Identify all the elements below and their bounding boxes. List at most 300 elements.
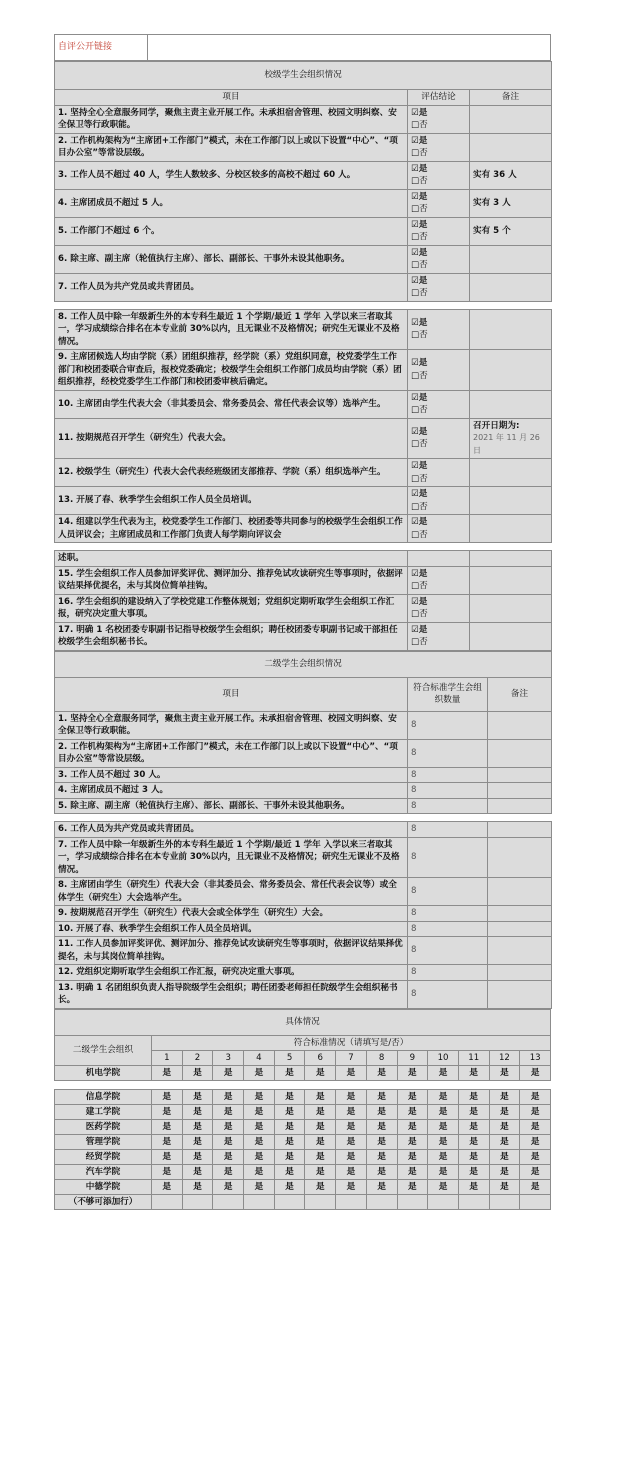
result-checkbox-group[interactable] <box>408 551 470 567</box>
school-row-text: 11. 按期规范召开学生（研究生）代表大会。 <box>55 418 408 459</box>
fit-cell[interactable]: 是 <box>152 1119 183 1134</box>
yes-checkbox[interactable]: ☑是 <box>411 596 428 607</box>
college-row-text: 6. 工作人员为共产党员或共青团员。 <box>55 822 408 838</box>
fit-cell[interactable]: 是 <box>182 1134 213 1149</box>
school-row <box>55 459 552 487</box>
school-row-text: 12. 校级学生（研究生）代表大会代表经班级团支部推荐、学院（系）组织选举产生。 <box>55 459 408 487</box>
college-row <box>55 711 552 739</box>
fit-cell[interactable]: 是 <box>152 1164 183 1179</box>
college-row-note <box>488 921 552 937</box>
college-row-count: 8 <box>408 783 488 799</box>
fit-cell[interactable]: 是 <box>305 1149 336 1164</box>
col-item: 项目 <box>55 90 408 106</box>
fit-cell[interactable]: 是 <box>397 1065 428 1080</box>
fit-cell[interactable]: 是 <box>366 1149 397 1164</box>
result-checkbox-group[interactable] <box>408 390 470 418</box>
fit-cell[interactable]: 是 <box>366 1065 397 1080</box>
fit-cell[interactable]: 是 <box>274 1179 305 1194</box>
fit-cell[interactable]: 是 <box>182 1104 213 1119</box>
fit-cell[interactable]: 是 <box>520 1134 551 1149</box>
yes-checkbox[interactable]: ☑是 <box>411 247 428 258</box>
yes-checkbox[interactable]: ☑是 <box>411 517 428 527</box>
fit-cell[interactable] <box>366 1194 397 1209</box>
fit-cell[interactable]: 是 <box>428 1089 459 1104</box>
school-section-table <box>54 61 552 651</box>
school-row <box>55 350 552 391</box>
college-row <box>55 921 552 937</box>
school-row-text: 7. 工作人员为共产党员或共青团员。 <box>55 273 408 301</box>
yes-checkbox[interactable]: ☑是 <box>411 191 428 202</box>
fit-cell[interactable]: 是 <box>520 1179 551 1194</box>
fit-cell[interactable]: 是 <box>428 1104 459 1119</box>
college-col-item: 项目 <box>55 677 408 711</box>
college-row <box>55 783 552 799</box>
fit-cell[interactable]: 是 <box>458 1164 489 1179</box>
yes-checkbox[interactable]: ☑是 <box>411 275 428 286</box>
college-row-text: 1. 坚持全心全意服务同学，聚焦主责主业开展工作。未承担宿舍管理、校园文明纠察、安全保卫等行政职能。 <box>55 711 408 739</box>
school-row <box>55 309 552 350</box>
item-number: 9 <box>397 1050 428 1065</box>
college-row-text: 13. 明确 1 名团组织负责人指导院级学生会组织；聘任团委老师担任院级学生会组织秘书长。 <box>55 980 408 1008</box>
fit-cell[interactable]: 是 <box>213 1164 244 1179</box>
school-row-note <box>470 594 552 622</box>
fit-cell[interactable]: 是 <box>213 1134 244 1149</box>
item-number: 10 <box>428 1050 459 1065</box>
item-number: 6 <box>305 1050 336 1065</box>
fit-cell[interactable]: 是 <box>397 1164 428 1179</box>
school-row <box>55 105 552 133</box>
college-row-text: 7. 工作人员中除一年级新生外的本专科生最近 1 个学期/最近 1 学年 入学以来三者取其一，学习成绩综合排名在本专业前 30%以内，且无课业不及格情况；研究生无课业不及格情况。 <box>55 837 408 878</box>
org-name: 经贸学院 <box>55 1149 152 1164</box>
org-name: 中德学院 <box>55 1179 152 1194</box>
fit-cell[interactable]: 是 <box>428 1164 459 1179</box>
fit-cell[interactable]: 是 <box>182 1164 213 1179</box>
fit-cell[interactable]: 是 <box>274 1134 305 1149</box>
school-row-text: 15. 学生会组织工作人员参加评奖评优、测评加分、推荐免试攻读研究生等事项时，依据评议结果择优提名，未与其岗位简单挂钩。 <box>55 566 408 594</box>
yes-checkbox[interactable]: ☑是 <box>411 163 428 174</box>
item-number: 7 <box>336 1050 367 1065</box>
detail-section-table <box>54 1009 551 1210</box>
fit-cell[interactable] <box>244 1194 275 1209</box>
fit-cell[interactable]: 是 <box>489 1149 520 1164</box>
fit-cell[interactable]: 是 <box>152 1065 183 1080</box>
yes-checkbox[interactable]: ☑是 <box>411 624 428 635</box>
no-checkbox[interactable]: □否 <box>411 176 428 186</box>
college-row <box>55 798 552 814</box>
school-row-text: 16. 学生会组织的建设纳入了学校党建工作整体规划；党组织定期听取学生会组织工作汇报，研究决定重大事项。 <box>55 594 408 622</box>
org-row <box>55 1149 551 1164</box>
school-row-note <box>470 309 552 350</box>
yes-checkbox[interactable]: ☑是 <box>411 107 428 118</box>
fit-cell[interactable]: 是 <box>489 1104 520 1119</box>
fit-cell[interactable]: 是 <box>213 1065 244 1080</box>
yes-checkbox[interactable]: ☑是 <box>411 426 428 437</box>
fit-cell[interactable]: 是 <box>274 1104 305 1119</box>
result-checkbox-group[interactable] <box>408 487 470 515</box>
college-row-text: 3. 工作人员不超过 30 人。 <box>55 767 408 783</box>
school-row-note <box>470 487 552 515</box>
school-row-text: 14. 组建以学生代表为主，校党委学生工作部门、校团委等共同参与的校级学生会组织工作人员评议会；主席团成员和工作部门负责人每学期向评议会 <box>55 515 408 543</box>
result-checkbox-group[interactable] <box>408 161 470 189</box>
fit-cell[interactable] <box>428 1194 459 1209</box>
fit-cell[interactable] <box>152 1194 183 1209</box>
college-row-count: 8 <box>408 767 488 783</box>
school-row-note: 实有 36 人 <box>470 161 552 189</box>
org-name: 信息学院 <box>55 1089 152 1104</box>
col-result: 评估结论 <box>408 90 470 106</box>
org-row <box>55 1164 551 1179</box>
add-row-label[interactable]: （不够可添加行） <box>55 1194 152 1209</box>
item-number: 2 <box>182 1050 213 1065</box>
fit-cell[interactable]: 是 <box>520 1089 551 1104</box>
fit-cell[interactable]: 是 <box>244 1119 275 1134</box>
fit-cell[interactable]: 是 <box>244 1089 275 1104</box>
college-row <box>55 965 552 981</box>
fit-cell[interactable]: 是 <box>336 1134 367 1149</box>
school-row <box>55 622 552 650</box>
fit-cell[interactable]: 是 <box>489 1089 520 1104</box>
fit-cell[interactable]: 是 <box>397 1134 428 1149</box>
fit-cell[interactable]: 是 <box>428 1065 459 1080</box>
no-checkbox[interactable]: □否 <box>411 439 428 450</box>
yes-checkbox[interactable]: ☑是 <box>411 392 428 403</box>
college-row-note <box>488 965 552 981</box>
detail-header-row <box>55 1035 551 1050</box>
fit-cell[interactable]: 是 <box>458 1089 489 1104</box>
fit-cell[interactable]: 是 <box>428 1119 459 1134</box>
fit-cell[interactable]: 是 <box>244 1134 275 1149</box>
fit-cell[interactable]: 是 <box>366 1134 397 1149</box>
fit-cell[interactable]: 是 <box>305 1179 336 1194</box>
school-row-note <box>470 515 552 543</box>
school-row-note <box>470 133 552 161</box>
fit-cell[interactable]: 是 <box>458 1119 489 1134</box>
school-row-text: 1. 坚持全心全意服务同学，聚焦主责主业开展工作。未承担宿舍管理、校园文明纠察、安全保卫等行政职能。 <box>55 105 408 133</box>
org-name: 机电学院 <box>55 1065 152 1080</box>
col-note: 备注 <box>470 90 552 106</box>
result-checkbox-group[interactable] <box>408 245 470 273</box>
fit-cell[interactable]: 是 <box>213 1179 244 1194</box>
result-checkbox-group[interactable] <box>408 189 470 217</box>
yes-checkbox[interactable]: ☑是 <box>411 461 428 471</box>
no-checkbox[interactable]: □否 <box>411 609 428 619</box>
result-checkbox-group[interactable] <box>408 350 470 391</box>
fit-cell[interactable] <box>305 1194 336 1209</box>
school-row-text: 8. 工作人员中除一年级新生外的本专科生最近 1 个学期/最近 1 学年 入学以来三者取其一，学习成绩综合排名在本专业前 30%以内，且无课业不及格情况；研究生无课业不及格情况。 <box>55 309 408 350</box>
fit-cell[interactable]: 是 <box>305 1164 336 1179</box>
no-checkbox[interactable]: □否 <box>411 473 428 484</box>
fit-cell[interactable]: 是 <box>428 1134 459 1149</box>
fit-cell[interactable]: 是 <box>152 1089 183 1104</box>
no-checkbox[interactable]: □否 <box>411 204 428 214</box>
item-number: 11 <box>458 1050 489 1065</box>
fit-cell[interactable]: 是 <box>397 1179 428 1194</box>
college-row-text: 11. 工作人员参加评奖评优、测评加分、推荐免试攻读研究生等事项时，依据评议结果择优提名，未与其岗位简单挂钩。 <box>55 937 408 965</box>
fit-cell[interactable] <box>397 1194 428 1209</box>
result-checkbox-group[interactable] <box>408 217 470 245</box>
item-number: 13 <box>520 1050 551 1065</box>
fit-cell[interactable]: 是 <box>458 1134 489 1149</box>
school-row-note <box>470 350 552 391</box>
fit-cell[interactable]: 是 <box>152 1149 183 1164</box>
college-row-count: 8 <box>408 980 488 1008</box>
org-row <box>55 1179 551 1194</box>
school-row <box>55 273 552 301</box>
college-row-count: 8 <box>408 837 488 878</box>
fit-cell[interactable] <box>520 1194 551 1209</box>
college-row-note <box>488 906 552 922</box>
no-checkbox[interactable]: □否 <box>411 637 428 647</box>
college-row-count: 8 <box>408 739 488 767</box>
fit-cell[interactable]: 是 <box>274 1164 305 1179</box>
detail-section-title: 具体情况 <box>55 1009 551 1035</box>
college-row-note <box>488 822 552 838</box>
college-row <box>55 767 552 783</box>
result-checkbox-group[interactable] <box>408 273 470 301</box>
college-row-text: 2. 工作机构架构为“主席团+工作部门”模式，未在工作部门以上或以下设置“中心”、“项目办公室”等常设层级。 <box>55 739 408 767</box>
fit-cell[interactable]: 是 <box>182 1065 213 1080</box>
fit-cell[interactable]: 是 <box>213 1119 244 1134</box>
no-checkbox[interactable]: □否 <box>411 581 428 591</box>
college-section-table <box>54 651 552 1009</box>
college-row-count: 8 <box>408 937 488 965</box>
school-row-text: 10. 主席团由学生代表大会（非其委员会、常务委员会、常任代表会议等）选举产生。 <box>55 390 408 418</box>
school-row <box>55 551 552 567</box>
col-org: 二级学生会组织 <box>55 1035 152 1065</box>
fit-cell[interactable]: 是 <box>397 1104 428 1119</box>
fit-cell[interactable]: 是 <box>336 1065 367 1080</box>
fit-cell[interactable]: 是 <box>366 1089 397 1104</box>
fit-cell[interactable]: 是 <box>152 1134 183 1149</box>
org-name: 医药学院 <box>55 1119 152 1134</box>
result-checkbox-group[interactable] <box>408 418 470 459</box>
fit-cell[interactable]: 是 <box>520 1104 551 1119</box>
fit-cell[interactable]: 是 <box>520 1149 551 1164</box>
college-row-count: 8 <box>408 878 488 906</box>
school-row-note <box>470 273 552 301</box>
result-checkbox-group[interactable] <box>408 594 470 622</box>
fit-cell[interactable]: 是 <box>274 1149 305 1164</box>
fit-cell[interactable]: 是 <box>213 1089 244 1104</box>
yes-checkbox[interactable]: ☑是 <box>411 568 428 579</box>
school-row <box>55 390 552 418</box>
fit-cell[interactable]: 是 <box>458 1104 489 1119</box>
fit-cell[interactable]: 是 <box>244 1164 275 1179</box>
college-row <box>55 822 552 838</box>
college-row-note <box>488 798 552 814</box>
yes-checkbox[interactable]: ☑是 <box>411 358 428 369</box>
fit-cell[interactable] <box>274 1194 305 1209</box>
fit-cell[interactable]: 是 <box>520 1065 551 1080</box>
college-row-note <box>488 980 552 1008</box>
result-checkbox-group[interactable] <box>408 133 470 161</box>
fit-cell[interactable]: 是 <box>489 1134 520 1149</box>
college-row-text: 8. 主席团由学生（研究生）代表大会（非其委员会、常务委员会、常任代表会议等）或全体学生（研究生）大会选举产生。 <box>55 878 408 906</box>
fit-cell[interactable]: 是 <box>397 1119 428 1134</box>
row-gap <box>55 1080 551 1089</box>
evaluation-form <box>54 34 551 1210</box>
no-checkbox[interactable]: □否 <box>411 501 428 512</box>
result-checkbox-group[interactable] <box>408 459 470 487</box>
college-row-count: 8 <box>408 798 488 814</box>
fit-cell[interactable]: 是 <box>428 1179 459 1194</box>
school-row-text: 13. 开展了春、秋季学生会组织工作人员全员培训。 <box>55 487 408 515</box>
school-row-note <box>470 105 552 133</box>
result-checkbox-group[interactable] <box>408 515 470 543</box>
row-gap <box>55 301 552 309</box>
fit-cell[interactable]: 是 <box>520 1164 551 1179</box>
no-checkbox[interactable]: □否 <box>411 120 428 130</box>
school-row <box>55 217 552 245</box>
fit-cell[interactable] <box>182 1194 213 1209</box>
school-row <box>55 515 552 543</box>
fit-cell[interactable]: 是 <box>336 1149 367 1164</box>
college-row-note <box>488 767 552 783</box>
no-checkbox[interactable]: □否 <box>411 405 428 415</box>
college-row <box>55 937 552 965</box>
school-row-note <box>470 566 552 594</box>
fit-cell[interactable]: 是 <box>366 1119 397 1134</box>
org-name: 管理学院 <box>55 1134 152 1149</box>
school-row-note <box>470 622 552 650</box>
fit-cell[interactable]: 是 <box>213 1104 244 1119</box>
fit-cell[interactable]: 是 <box>489 1164 520 1179</box>
fit-cell[interactable]: 是 <box>489 1179 520 1194</box>
college-row-text: 10. 开展了春、秋季学生会组织工作人员全员培训。 <box>55 921 408 937</box>
fit-cell[interactable]: 是 <box>305 1065 336 1080</box>
fit-cell[interactable]: 是 <box>336 1164 367 1179</box>
fit-cell[interactable]: 是 <box>336 1089 367 1104</box>
college-col-note: 备注 <box>488 677 552 711</box>
college-col-count: 符合标准学生会组织数量 <box>408 677 488 711</box>
fit-cell[interactable]: 是 <box>152 1104 183 1119</box>
fit-cell[interactable]: 是 <box>305 1134 336 1149</box>
item-number: 8 <box>366 1050 397 1065</box>
result-checkbox-group[interactable] <box>408 622 470 650</box>
school-row <box>55 161 552 189</box>
fit-cell[interactable]: 是 <box>458 1149 489 1164</box>
org-row <box>55 1119 551 1134</box>
college-row-note <box>488 711 552 739</box>
org-name: 汽车学院 <box>55 1164 152 1179</box>
fit-cell[interactable]: 是 <box>489 1065 520 1080</box>
fit-cell[interactable]: 是 <box>428 1149 459 1164</box>
item-number: 12 <box>489 1050 520 1065</box>
fit-cell[interactable]: 是 <box>336 1104 367 1119</box>
fit-cell[interactable]: 是 <box>274 1119 305 1134</box>
college-row-count: 8 <box>408 822 488 838</box>
fit-cell[interactable] <box>458 1194 489 1209</box>
college-row <box>55 906 552 922</box>
fit-cell[interactable]: 是 <box>489 1119 520 1134</box>
no-checkbox[interactable]: □否 <box>411 232 428 242</box>
fit-cell[interactable]: 是 <box>458 1065 489 1080</box>
fit-cell[interactable]: 是 <box>244 1179 275 1194</box>
college-row <box>55 878 552 906</box>
fit-cell[interactable]: 是 <box>520 1119 551 1134</box>
college-section-title: 二级学生会组织情况 <box>55 651 552 677</box>
fit-cell[interactable]: 是 <box>213 1149 244 1164</box>
result-checkbox-group[interactable] <box>408 105 470 133</box>
fit-cell[interactable]: 是 <box>366 1179 397 1194</box>
fit-cell[interactable]: 是 <box>244 1104 275 1119</box>
school-row-text: 5. 工作部门不超过 6 个。 <box>55 217 408 245</box>
fit-cell[interactable] <box>489 1194 520 1209</box>
fit-cell[interactable]: 是 <box>182 1149 213 1164</box>
fit-cell[interactable]: 是 <box>305 1119 336 1134</box>
yes-checkbox[interactable]: ☑是 <box>411 219 428 230</box>
result-checkbox-group[interactable] <box>408 309 470 350</box>
org-row <box>55 1089 551 1104</box>
college-row-count: 8 <box>408 711 488 739</box>
org-row <box>55 1065 551 1080</box>
yes-checkbox[interactable]: ☑是 <box>411 489 428 499</box>
fit-cell[interactable] <box>336 1194 367 1209</box>
fit-cell[interactable]: 是 <box>458 1179 489 1194</box>
fit-cell[interactable]: 是 <box>305 1089 336 1104</box>
school-row <box>55 487 552 515</box>
fit-cell[interactable]: 是 <box>305 1104 336 1119</box>
school-row-text: 述职。 <box>55 551 408 567</box>
school-row-note: 召开日期为: 2021 年 11 月 26 日 <box>470 418 552 459</box>
school-row-text: 3. 工作人员不超过 40 人，学生人数较多、分校区较多的高校不超过 60 人。 <box>55 161 408 189</box>
school-row-note <box>470 551 552 567</box>
fit-cell[interactable]: 是 <box>397 1149 428 1164</box>
self-eval-link[interactable]: 自评公开链接 <box>55 35 148 61</box>
college-row-text: 4. 主席团成员不超过 3 人。 <box>55 783 408 799</box>
fit-cell[interactable]: 是 <box>182 1179 213 1194</box>
college-row <box>55 837 552 878</box>
fit-cell[interactable]: 是 <box>152 1179 183 1194</box>
college-row-note <box>488 783 552 799</box>
row-gap <box>55 814 552 822</box>
item-number: 3 <box>213 1050 244 1065</box>
item-number: 4 <box>244 1050 275 1065</box>
no-checkbox[interactable]: □否 <box>411 288 428 298</box>
no-checkbox[interactable]: □否 <box>411 370 428 381</box>
college-row-count: 8 <box>408 906 488 922</box>
org-row <box>55 1104 551 1119</box>
yes-checkbox[interactable]: ☑是 <box>411 135 428 146</box>
college-row-count: 8 <box>408 965 488 981</box>
no-checkbox[interactable]: □否 <box>411 330 428 341</box>
no-checkbox[interactable]: □否 <box>411 148 428 158</box>
fit-cell[interactable]: 是 <box>397 1089 428 1104</box>
fit-cell[interactable]: 是 <box>366 1164 397 1179</box>
fit-cell[interactable] <box>213 1194 244 1209</box>
fit-cell[interactable]: 是 <box>182 1089 213 1104</box>
fit-cell[interactable]: 是 <box>182 1119 213 1134</box>
fit-cell[interactable]: 是 <box>274 1089 305 1104</box>
fit-cell[interactable]: 是 <box>244 1149 275 1164</box>
yes-checkbox[interactable]: ☑是 <box>411 317 428 328</box>
no-checkbox[interactable]: □否 <box>411 529 428 540</box>
item-number: 5 <box>274 1050 305 1065</box>
school-row <box>55 133 552 161</box>
fit-cell[interactable]: 是 <box>366 1104 397 1119</box>
fit-cell[interactable]: 是 <box>244 1065 275 1080</box>
result-checkbox-group[interactable] <box>408 566 470 594</box>
school-row-text: 9. 主席团候选人均由学院（系）团组织推荐，经学院（系）党组织同意，校党委学生工作部门和校团委联合审查后，报校党委确定；校级学生会组织工作部门成员均由学院（系）团组织推荐，经校党委学生工作部门和校团委审核后确定。 <box>55 350 408 391</box>
fit-cell[interactable]: 是 <box>336 1179 367 1194</box>
no-checkbox[interactable]: □否 <box>411 260 428 270</box>
fit-cell[interactable]: 是 <box>336 1119 367 1134</box>
school-section-title: 校级学生会组织情况 <box>55 62 552 90</box>
org-row <box>55 1134 551 1149</box>
item-number: 1 <box>152 1050 183 1065</box>
fit-cell[interactable]: 是 <box>274 1065 305 1080</box>
college-row-note <box>488 878 552 906</box>
